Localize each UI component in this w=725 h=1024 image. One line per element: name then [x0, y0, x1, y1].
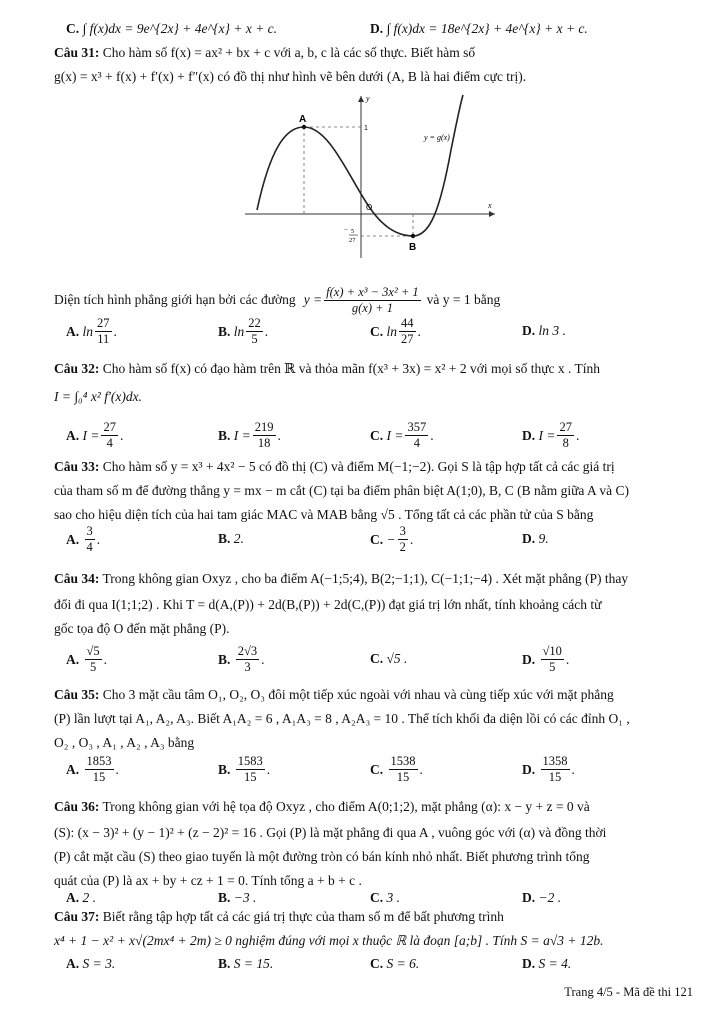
option-fraction: $\frac{22}{5}$	[248, 316, 261, 346]
q35-line2: (P) lần lượt tại A₁, A₂, A₃. Biết A₁A₂ = 6 , A₁A₃ = 8 , A₂A₃ = 10 . Thể tích khối đa diện lồi có các đỉnh O₁ ,	[54, 711, 630, 726]
q36-option-c: C. 3 .	[370, 890, 400, 905]
q33-line1: Câu 33: Cho hàm số y = x³ + 4x² − 5 có đồ thị (C) và điểm M(−1;−2). Gọi S là tập hợp tất cả các giá trị	[54, 459, 615, 474]
q34-option-c: C. √5 .	[370, 651, 408, 666]
q32-option-a: A. I = $\frac{27}{4}$ .	[66, 420, 124, 450]
q36-label: Câu 36:	[54, 799, 100, 814]
q30-option-d-text: ∫ f(x)dx = 18e^{2x} + 4e^{x} + x + c.	[386, 21, 588, 36]
option-fraction: $\frac{1358}{15}$	[542, 754, 568, 784]
q30-option-c: C. ∫ f(x)dx = 9e^{2x} + 4e^{x} + x + c.	[66, 21, 278, 36]
q32-option-d: D. I = $\frac{27}{8}$ .	[522, 420, 580, 450]
q34-line1: Câu 34: Trong không gian Oxyz , cho ba điểm A(−1;5;4), B(2;−1;1), C(−1;1;−4) . Xét mặt phẳng (P) thay	[54, 571, 629, 586]
option-fraction: $\frac{3}{2}$	[399, 524, 406, 554]
x-axis-label: x	[488, 201, 492, 210]
q34-option-b: B. $\frac{2√3}{3}$ .	[218, 644, 265, 674]
option-fraction: $\frac{357}{4}$	[407, 420, 427, 450]
q36-option-d: D. −2 .	[522, 890, 562, 905]
q34-label: Câu 34:	[54, 571, 100, 586]
option-fraction: $\frac{√5}{5}$	[86, 644, 100, 674]
q34-option-d: D. $\frac{√10}{5}$ .	[522, 644, 570, 674]
option-fraction: $\frac{2√3}{3}$	[237, 644, 258, 674]
q36-line1: Câu 36: Trong không gian với hệ tọa độ Oxyz , cho điểm A(0;1;2), mặt phẳng (α): x − y + z = 0 và	[54, 799, 590, 814]
point-a-dot	[302, 125, 306, 129]
option-fraction: $\frac{√10}{5}$	[542, 644, 562, 674]
q33-label: Câu 33:	[54, 459, 100, 474]
point-b-dot	[411, 234, 415, 238]
option-fraction: $\frac{27}{4}$	[103, 420, 116, 450]
q32-option-b: B. I = $\frac{219}{18}$ .	[218, 420, 281, 450]
q37-option-c: C. S = 6.	[370, 956, 420, 971]
option-fraction: $\frac{219}{18}$	[254, 420, 274, 450]
q33-line3: sao cho hiệu diện tích của hai tam giác MAC và MAB bằng √5 . Tổng tất cả các phần tử của S bằng	[54, 507, 594, 522]
q36-line2: (S): (x − 3)² + (y − 1)² + (z − 2)² = 16 . Gọi (P) là mặt phẳng đi qua A , vuông góc với (α) và đồng thời	[54, 825, 607, 840]
y-axis-arrow	[358, 96, 364, 102]
q31-label: Câu 31:	[54, 45, 100, 60]
q31-option-b: B. ln $\frac{22}{5}$ .	[218, 316, 269, 346]
q31-question: Diện tích hình phẳng giới hạn bởi các đường y = $\frac{\text{f(x) + x³ − 3x² + 1}}{g(x) + 1}$ và y = 1 bằng	[54, 284, 501, 315]
option-fraction: $\frac{27}{8}$	[559, 420, 572, 450]
q31-line1: Câu 31: Cho hàm số f(x) = ax² + bx + c với a, b, c là các số thực. Biết hàm số	[54, 45, 476, 60]
q30-option-c-text: ∫ f(x)dx = 9e^{2x} + 4e^{x} + x + c.	[82, 21, 278, 36]
q31-line2: g(x) = x³ + f(x) + f′(x) + f″(x) có đồ thị như hình vẽ bên dưới (A, B là hai điểm cực trị).	[54, 69, 527, 84]
q36-option-b: B. −3 .	[218, 890, 257, 905]
curve-label: y = g(x)	[424, 133, 450, 142]
q37-label: Câu 37:	[54, 909, 100, 924]
option-fraction: $\frac{27}{11}$	[97, 316, 110, 346]
q32-line1: Câu 32: Cho hàm số f(x) có đạo hàm trên ℝ và thỏa mãn f(x³ + 3x) = x² + 2 với mọi số thực x . Tính	[54, 361, 601, 376]
q31-option-d: D. ln 3 .	[522, 323, 566, 338]
q37-option-b: B. S = 15.	[218, 956, 274, 971]
q37-line2: x⁴ + 1 − x² + x√(2mx⁴ + 2m) ≥ 0 nghiệm đúng với mọi x thuộc ℝ là đoạn [a;b] . Tính S = a√3 + 12b.	[54, 933, 604, 948]
curve-g	[257, 95, 463, 236]
option-fraction: $\frac{1583}{15}$	[237, 754, 263, 784]
q31-fraction: $\frac{\text{f(x) + x³ − 3x² + 1}}{g(x) + 1}$	[326, 284, 419, 315]
q31-option-a: A. ln $\frac{27}{11}$ .	[66, 316, 117, 346]
q33-option-c: C. − $\frac{3}{2}$ .	[370, 524, 414, 554]
q33-option-a: A. $\frac{3}{4}$ .	[66, 524, 101, 554]
q35-option-a: A. $\frac{1853}{15}$ .	[66, 754, 119, 784]
q37-line1: Câu 37: Biết rằng tập hợp tất cả các giá trị thực của tham số m để bất phương trình	[54, 909, 504, 924]
option-fraction: $\frac{1853}{15}$	[86, 754, 112, 784]
q31-graph	[245, 90, 505, 260]
y-axis-label: y	[366, 94, 370, 103]
q32-line2: I = ∫₀⁴ x² f′(x)dx.	[54, 389, 143, 404]
option-fraction: $\frac{3}{4}$	[86, 524, 93, 554]
option-fraction: $\frac{44}{27}$	[401, 316, 414, 346]
q37-option-d: D. S = 4.	[522, 956, 572, 971]
y-tick-1: 1	[364, 125, 368, 132]
q34-line3: gốc tọa độ O đến mặt phẳng (P).	[54, 621, 230, 636]
q31-option-c: C. ln $\frac{44}{27}$ .	[370, 316, 421, 346]
page-footer: Trang 4/5 - Mã đề thi 121	[564, 985, 693, 999]
q35-option-c: C. $\frac{1538}{15}$ .	[370, 754, 423, 784]
q35-line3: O₂ , O₃ , A₁ , A₂ , A₃ bằng	[54, 735, 195, 750]
q33-line2: của tham số m để đường thẳng y = mx − m cắt (C) tại ba điểm phân biệt A(1;0), B, C (B nằm giữa A và C)	[54, 483, 630, 498]
q36-option-a: A. 2 .	[66, 890, 96, 905]
q35-label: Câu 35:	[54, 687, 100, 702]
q32-label: Câu 32:	[54, 361, 100, 376]
y-tick-neg-den: 27	[349, 237, 356, 244]
origin-label: O	[366, 203, 373, 212]
q36-line3: (P) cắt mặt cầu (S) theo giao tuyến là một đường tròn có bán kính nhỏ nhất. Biết phương trình tổng	[54, 849, 590, 864]
point-b-label: B	[409, 242, 417, 253]
q37-option-a: A. S = 3.	[66, 956, 116, 971]
q30-option-d: D. ∫ f(x)dx = 18e^{2x} + 4e^{x} + x + c.	[370, 21, 588, 36]
q35-option-b: B. $\frac{1583}{15}$ .	[218, 754, 271, 784]
q32-option-c: C. I = $\frac{357}{4}$ .	[370, 420, 434, 450]
q34-option-a: A. $\frac{√5}{5}$ .	[66, 644, 107, 674]
q35-option-d: D. $\frac{1358}{15}$ .	[522, 754, 575, 784]
q33-option-d: D. 9.	[522, 531, 549, 546]
point-a-label: A	[299, 114, 307, 125]
q36-line4: quát của (P) là ax + by + cz + 1 = 0. Tính tổng a + b + c .	[54, 873, 362, 888]
q33-option-b: B. 2.	[218, 531, 244, 546]
x-axis-arrow	[489, 211, 495, 217]
option-fraction: $\frac{1538}{15}$	[390, 754, 416, 784]
y-tick-neg-num: 5	[351, 228, 355, 235]
y-tick-neg-sign: −	[344, 226, 348, 234]
q35-line1: Câu 35: Cho 3 mặt cầu tâm O₁, O₂, O₃ đôi một tiếp xúc ngoài với nhau và cùng tiếp xúc với mặt phẳng	[54, 687, 614, 702]
q34-line2: đổi đi qua I(1;1;2) . Khi T = d(A,(P)) + 2d(B,(P)) + 2d(C,(P)) đạt giá trị lớn nhất, tính khoảng cách từ	[54, 597, 602, 612]
